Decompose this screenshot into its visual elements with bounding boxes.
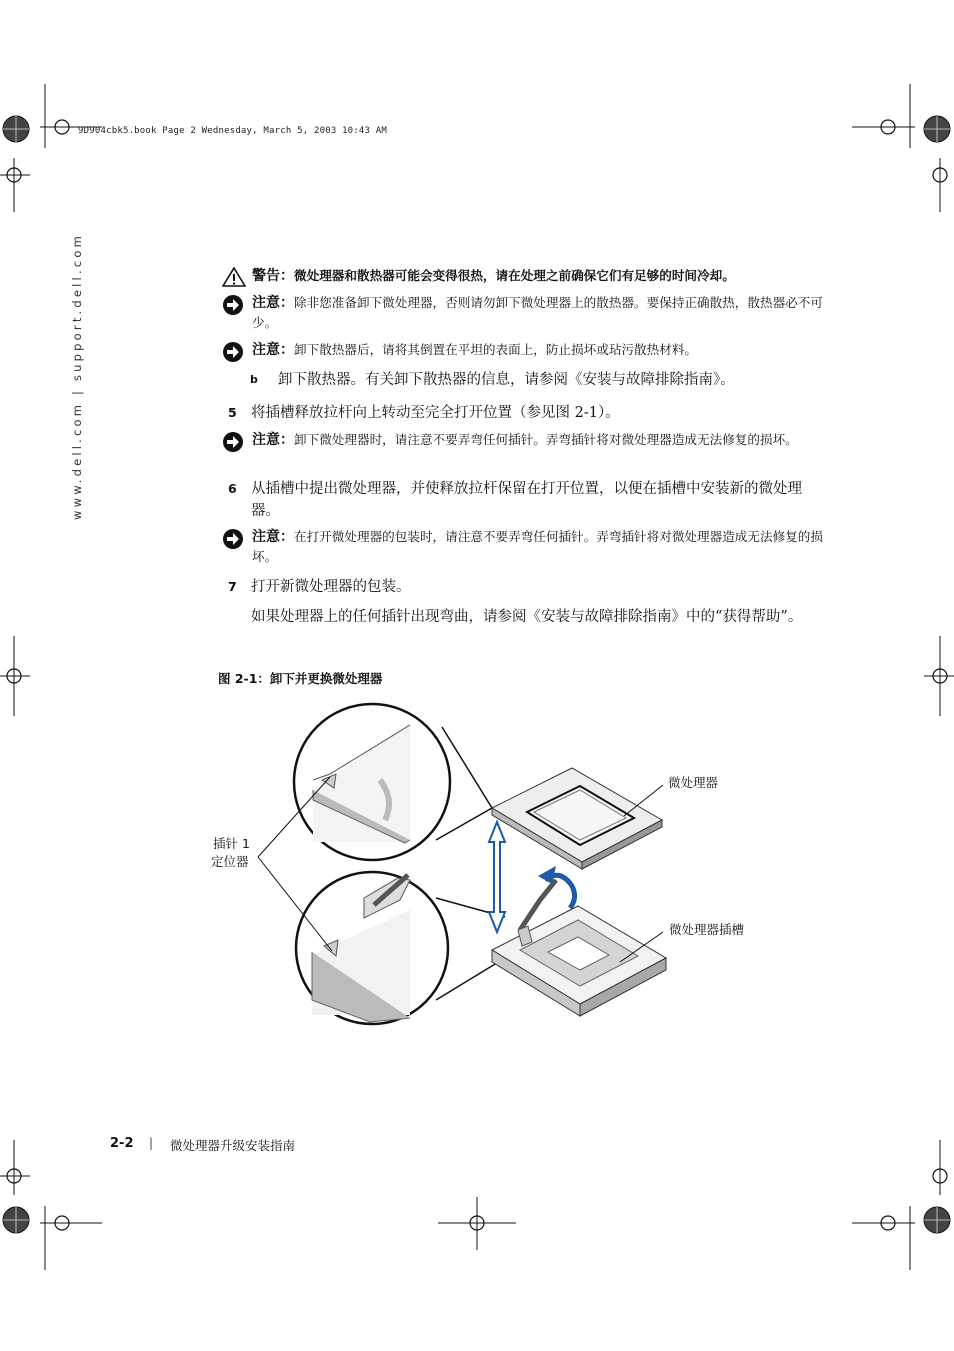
notice-text: 卸下散热器后，请将其倒置在平坦的表面上，防止损坏或玷污散热材料。 (294, 342, 697, 357)
processor-illustration (492, 768, 662, 869)
notice-label: 注意： (252, 432, 294, 448)
callout-socket: 微处理器插槽 (669, 922, 745, 937)
callout-pin1-line2: 定位器 (211, 854, 249, 869)
step7-note-text: 如果处理器上的任何插针出现弯曲，请参阅《安装与故障排除指南》中的“获得帮助”。 (251, 609, 803, 625)
step-text: 从插槽中提出微处理器，并使释放拉杆保留在打开位置，以便在插槽中安装新的微处理器。 (251, 481, 802, 519)
step-text: 打开新微处理器的包装。 (251, 579, 411, 595)
step-text: 将插槽释放拉杆向上转动至完全打开位置（参见图 2-1）。 (251, 405, 620, 421)
file-header: 9D904cbk5.book Page 2 Wednesday, March 5, 2003 10:43 AM (78, 126, 388, 136)
step-number: 5 (228, 405, 237, 420)
step-number: 7 (228, 579, 237, 594)
step-text: 卸下散热器。有关卸下散热器的信息，请参阅《安装与故障排除指南》。 (278, 372, 735, 388)
upper-magnifier (294, 704, 492, 860)
footer-separator: | (149, 1136, 154, 1150)
figure-caption: 图 2-1：卸下并更换微处理器 (218, 671, 383, 686)
up-down-arrow-icon (489, 822, 505, 932)
lower-magnifier (296, 872, 505, 1024)
notice-text: 卸下微处理器时，请注意不要弄弯任何插针。弄弯插针将对微处理器造成无法修复的损坏。 (294, 432, 798, 447)
step-number: b (250, 373, 258, 386)
warning-label: 警告： (252, 268, 294, 284)
notice-text: 除非您准备卸下微处理器，否则请勿卸下微处理器上的散热器。要保持正确散热，散热器必不可少。 (252, 295, 823, 330)
footer-title: 微处理器升级安装指南 (170, 1138, 296, 1153)
notice-text: 在打开微处理器的包装时，请注意不要弄弯任何插针。弄弯插针将对微处理器造成无法修复的损坏。 (252, 529, 823, 564)
rotate-arrow-icon (538, 866, 575, 908)
warning-text: 微处理器和散热器可能会变得很热，请在处理之前确保它们有足够的时间冷却。 (294, 268, 735, 283)
notice-label: 注意： (252, 529, 294, 545)
notice-label: 注意： (252, 342, 294, 358)
step-number: 6 (228, 481, 237, 496)
callout-processor: 微处理器 (668, 775, 719, 790)
side-url: www.dell.com | support.dell.com (70, 233, 84, 520)
footer-page-number: 2-2 (110, 1136, 134, 1151)
notice-label: 注意： (252, 295, 294, 311)
callout-pin1-line1: 插针 1 (213, 836, 250, 851)
